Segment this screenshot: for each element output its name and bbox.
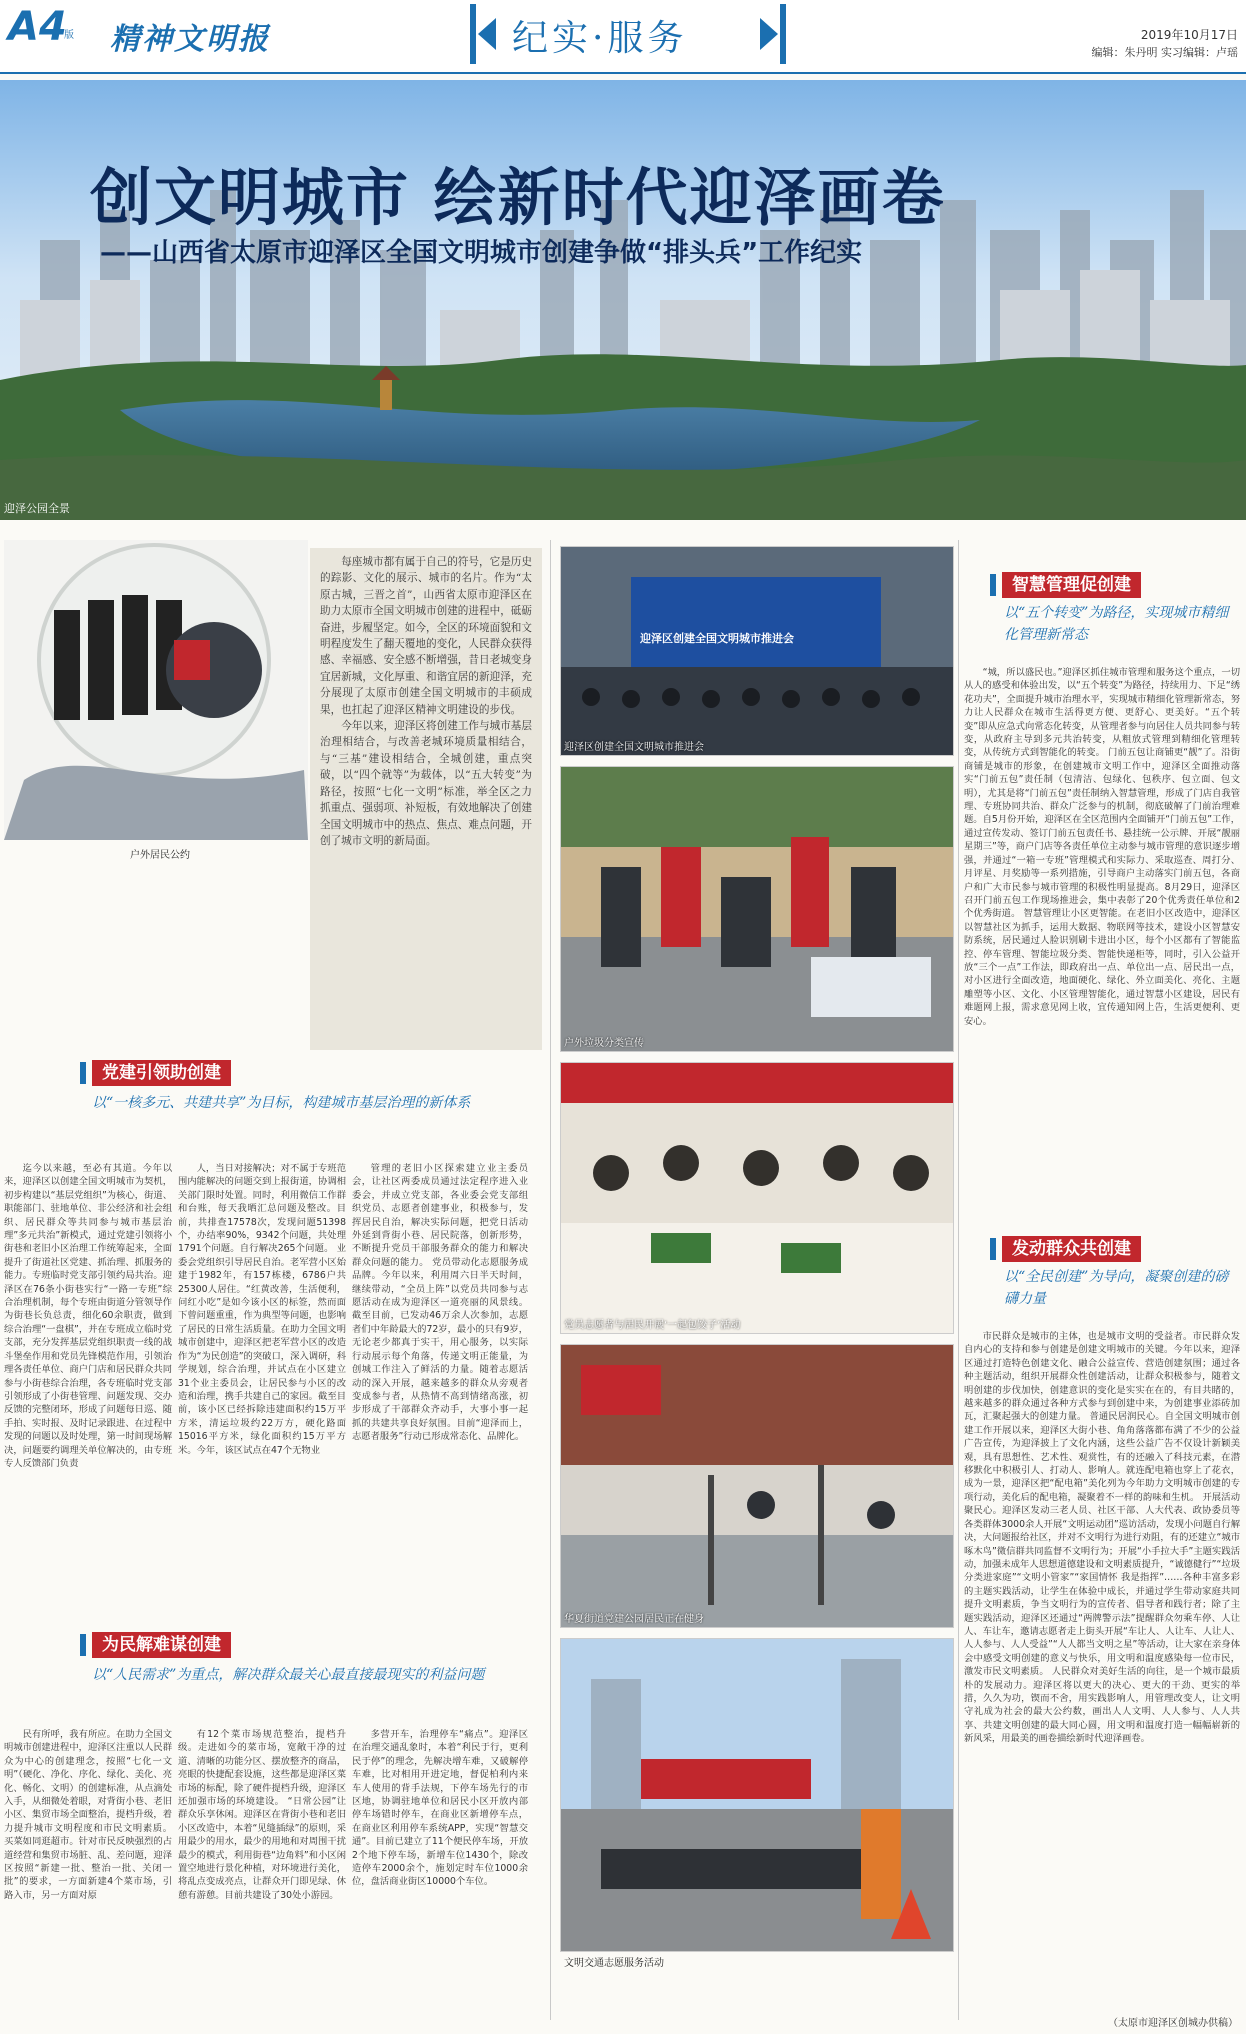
photo-traffic-volunteers (560, 1638, 954, 1952)
section2-label: 为民解难谋创建 (92, 1632, 231, 1658)
section2-col3: 多营开车，治理停车“痛点”。迎泽区在治理交通乱象时，本着“利民于行，更利民于停”的理念，先解决增车难，又破解停车难，比对相用开进定地，督促柏利内来车人使用的背手法规，下停车场先行的市区地，协调驻地单位和居民小区开放内部停车场错时停车，在商业区新增停车点，在商业区利用停车系统APP，实现“智慧交通”。目前已建立了11个便民停车场，开放2个地下停车场，新增车位1430个，除改造停车2000余个，施划定时车位1000余位，盘活商业街区10000个车位。 (352, 1729, 528, 1888)
editors-line: 编辑：朱丹明 实习编辑：卢瑶 (1091, 46, 1238, 59)
section3-body: “城，所以盛民也。”迎泽区抓住城市管理和服务这个重点，一切从人的感受和体验出发，以“五个转变”为路径，持续用力、下足“绣花功夫”，全面提升城市治理水平，实现城市精细化管理新常态，努力让人民群众在城市生活得更方便、更舒心、更美好。“五个转变”即从应急式向常态化转变，从管理者参与向居住人员共同参与转变，从政府主导到多元共治转变，从粗放式管理到精细化管理转变，从传统方式到智能化的转变。 门前五包让商铺更“靓”了。沿街商铺是城市的形象，在创建城市文明工作中，迎泽区全面推动落实“门前五包”责任制（包清洁、包绿化、包秩序、包立面、包文明），尤其是将“门前五包”责任制纳入智慧管理，形成了门店自我管理、专班协同共治、群众广泛参与的机制，彻底破解了门前治理难题。自5月份开始，迎泽区在全区范围内全面铺开“门前五包”工作，通过宣传发动、签订门前五包责任书、悬挂统一公示牌、开展“靓丽星期三”等，商户门店等各责任单位主动参与城市管理的意识逐步增强，并通过“一箱一专班”管理模式和实际力、采取巡查、周打分、月评星、月奖励等一系列措施，引导商户主动落实门前五包，各商户和广大市民参与城市管理的积极性明显提高。8月29日，迎泽区召开门前五包工作现场推进会，集中表彰了20个优秀责任单位和2个优秀街道。 智慧管理让小区更智能。在老旧小区改造中，迎泽区以智慧社区为抓手，运用大数据、物联网等技术，建设小区智慧安防系统，居民通过人脸识别刷卡进出小区，每个小区都有了智能监控、停车管理、智能垃圾分类、智能快递柜等，同时，引入公益开放“三个一点”工作法，即政府出一点、单位出一点、居民出一点，对小区进行全面改造，地面硬化、绿化、外立面美化、亮化、主题雕塑等小区、文化、小区管理智能化，通过智慧小区建设，居民有难题网上报，需求意见网上收，宜传通知网上告，生活更便利、更安心。 (964, 667, 1240, 1027)
masthead (0, 0, 1246, 74)
page-number: A4 (8, 4, 67, 50)
column-divider-2 (958, 540, 959, 2020)
section1-label: 党建引领助创建 (92, 1060, 231, 1086)
section1-col3: 管理的老旧小区探索建立业主委员会，让社区两委成员通过法定程序进入业委会，并成立党支部，各业委会党支部组织党员、志愿者创建事业，积极参与，发挥居民自治，解决实际问题，把党日活动外延到背街小巷、居民院落，创新形势，不断提升党员干部服务群众的能力和解决群众问题的能力。 党员带动化志愿服务成品牌。今年以来，利用周六日半天时间，继续带动，“全员上阵”以党员共同参与志愿活动在成为迎泽区一道亮丽的风景线。截至目前，已发动46万余人次参加，志愿者们中年龄最大的72岁，最小的只有9岁，无论老少都真于实干，用心服务，以实际行动展示每个角落，传递文明正能量，为创城工作注入了鲜活的力量。随着志愿活动的深入开展，越来越多的群众从旁观者变成参与者，从热情不高到情绪高涨，初步形成了干部群众齐动手，大事小事一起抓的共建共享良好氛围。目前“迎泽而上，志愿者服务”行动已形成常态化、品牌化。 (352, 1163, 528, 1443)
meeting-banner: 迎泽区创建全国文明城市推进会 (640, 632, 794, 645)
photo-dumplings (560, 1062, 954, 1334)
photo-waste-sorting (560, 766, 954, 1052)
section2-heading (80, 1632, 300, 1658)
section1-subtitle: 以“一核多元、共建共享”为目标，构建城市基层治理的新体系 (92, 1095, 471, 1111)
hero-title: 创文明城市 绘新时代迎泽画卷 (90, 161, 946, 234)
section-tab-right (780, 4, 786, 64)
section-arrow-right (760, 18, 778, 50)
section1-col2: 人，当日对接解决；对不属于专班范围内能解决的问题交到上报街道，协调相关部门限时处置。同时，利用微信工作群和台账，每天我晒汇总问题及整改。目前，共排查17578次，发现问题51398个，办结率90%，9342个问题，共处理1791个问题。自行解决265个问题。 业委会党组织引导居民自治。老军营小区始建于1982年，有157栋楼，6786户共25300人居住。“红黄改善，生活便利，问红小吃”是如今该小区的标签，然而面下曾问题重重，作为典型等问题，也影响了居民的日常生活质量。在助力全国文明城市创建中，迎泽区把老军营小区的改造作为“为民创造”的突破口，深入调研，科学规划，综合治理，并试点在小区建立31个业主委员会，让居民参与小区的改造和治理，携手共建自己的家园。截至目前，该小区已经拆除违建面积约15万平方米，清运垃圾约22万方，硬化路面15016平方米，绿化面积约15万平方米。今年，该区试点在47个无物业 (178, 1163, 346, 1456)
issue-date: 2019年10月17日 (1140, 28, 1238, 42)
hero-photo (0, 80, 1246, 520)
section2-col2: 有12个菜市场规范整治，提档升级。走进如今的菜市场，宽敞干净的过道、清晰的功能分区、摆放整齐的商品，亮眼的快捷配套设施，这些都是迎泽区菜市场的标配，除了硬件提档升级，迎泽区还加强市场的环境建设。 “日常公园”让群众乐享休闲。迎泽区在背街小巷和老旧小区改造中，本着“见缝插绿”的原则，采用最少的用水，最少的用地和对周围干扰最少的模式，利用街巷“边角料”和小区闲置空地进行景化种植，对环境进行美化，将乱点变成亮点，让群众开门即见绿、休憩有游憩。目前共建设了30处小游园。 (178, 1729, 346, 1901)
hero-subtitle: ——山西省太原市迎泽区全国文明城市创建争做“排头兵”工作纪实 (100, 238, 863, 268)
lead-box (310, 548, 542, 1050)
section1-heading (80, 1060, 300, 1086)
paper-name: 精神文明报 (110, 22, 270, 57)
section-arrow-left (478, 18, 496, 50)
photo-meeting-caption: 迎泽区创建全国文明城市推进会 (564, 742, 704, 753)
lead-para-2: 今年以来，迎泽区将创建工作与城市基层治理相结合，与改善老城环境质量相结合，与“三基”建设相结合，全城创建，重点突破，以“四个就等”为载体，以“五大转变”为路径，按照“七化一文明”标准，举全区之力抓重点、强弱项、补短板，有效地解决了创建全国文明城市中的热点、焦点、难点问题，开创了城市文明的新局面。 (320, 720, 532, 847)
section4-body: 市民群众是城市的主体，也是城市文明的受益者。市民群众发自内心的支持和参与创建是创建文明城市的关键。今年以来，迎泽区通过打造特色创建文化、融合公益宣传、营造创建氛围；通过各种主题活动，组织开展群众性创建活动，让群众积极参与，随着文明创建的步伐加快，创建意识的变化是实实在在的，有目共睹的，越来越多的群众通过各种方式参与到创建中来，为创建事业添砖加瓦，汇聚起强大的创建力量。 普通民居润民心。自全国文明城市创建工作开展以来，迎泽区大街小巷、角角落落都布满了不少的公益广告宣传，为迎泽披上了文化内涵，这些公益广告不仅设计新颖美观，具有思想性、艺术性、观赏性，有的还融入了科技元素，在潜移默化中积极引人、打动人、影响人。就连配电箱也穿上了花衣，成为一景，迎泽区把“配电箱”美化列为今年助力文明城市创建的专项行动，美化后的配电箱，凝聚着不一样的韵味和生机。 开展活动聚民心。迎泽区发动三老人员、社区干部、人大代表、政协委员等各类群体3000余人开展“文明运动团”巡访活动，发现小问题自行解决，大问题报给社区，并对不文明行为进行劝阻，有的还建立“城市啄木鸟”微信群共同监督不文明行为；开展“小手拉大手”主题实践活动，加强未成年人思想道德建设和文明素质提升，“诚德健行”“垃圾分类进家庭”“文明小管家”“家国情怀 我是指挥”……各种丰富多彩的主题实践活动，让学生在体验中成长，并通过学生带动家庭共同提升文明素质，争当文明行为的宣传者、倡导者和践行者；除了主题实践活动，迎泽区还通过“两牌警示法”提醒群众勿乘车停、人让人、车让车，邀请志愿者走上街头开展“车让人、人让车、人让人、人人参与、人人受益”“人人都当文明之星”等活动，让大家在亲身体会中感受文明创建的意义与快乐，用文明和温度感染每一位市民，激发市民文明素质。 人民群众对美好生活的向往，是一个城市最质朴的发展动力。迎泽区将以更大的决心、更大的干劲、更实的举措，久久为功，锲而不舍，用实践影响人，用管理改变人，让文明守礼成为社会的最大公约数，画出人人文明、人人参与、人人共享、共建文明创建的最大同心圆，用文明和温度打造一幅幅崭新的新风采，用最美的画卷描绘新时代迎泽画卷。 (964, 1331, 1240, 1745)
section3-label: 智慧管理促创建 (1002, 572, 1141, 598)
section3-subtitle: 以“五个转变”为路径，实现城市精细化管理新常态 (1004, 605, 1229, 643)
section-name: 纪实·服务 (512, 18, 688, 59)
section2-col1: 民有所呼，我有所应。在助力全国文明城市创建进程中，迎泽区注重以人民群众为中心的创建理念，按照“七化一文明”（硬化、净化、序化、绿化、美化、亮化、畅化、文明）的创建标准，从点滴处入手，从细微处着眼，对背街小巷、老旧小区、集贸市场全面整治，提档升级，着力提升城市文明程度和市民文明素质。 买菜如同逛超市。针对市民反映强烈的占道经营和集贸市场脏、乱、差问题，迎泽区按照“新建一批、整治一批、关闭一批”的要求，一方面新建4个菜市场，引路入市，另一方面对原 (4, 1729, 172, 1901)
section2-subtitle: 以“人民需求”为重点，解决群众最关心最直接最现实的利益问题 (92, 1667, 485, 1683)
photo-residents-pledge (4, 540, 308, 840)
section4-label: 发动群众共创建 (1002, 1236, 1141, 1262)
photo-fitness-caption: 华夏街道党建公园居民正在健身 (564, 1614, 704, 1625)
section1-col1: 迄今以来越，至必有其道。今年以来，迎泽区以创建全国文明城市为契机，初步构建以“基层党组织”为核心，街道、职能部门、驻地单位、非公经济和社会组织、居民群众等共同参与城市基层治理”多元共治”新模式，通过党建引领将小街巷和老旧小区治理工作统筹起来，全面提升了街道社区党建、抓治理、抓服务的能力。专班临时党支部引领约局共治。迎泽区在76条小街巷实行“一路一专班”综合治理机制，每个专班由街道分管领导作为街巷长负总责，细化60余职责，做到综合治理“一盘棋”，并在专班成立临时党支部，充分发挥基层党组织职责一线的战斗堡垒作用和党员先锋模范作用，引领治理各责任单位、商户门店和居民群众共同参与小街巷综合治理，各专班临时党支部引领形成了小街巷管理、问题发现、交办反馈的完整闭环，形成了问题每日巡、随手拍、实时报、及时记录跟进、在过程中发现的问题以及时处理，第一时间现场解决，问题要约调理关单位解决的，由专班专人反馈部门负责 (4, 1163, 172, 1469)
photo-meeting (560, 546, 954, 756)
photo-fitness (560, 1344, 954, 1628)
section4-heading (990, 1236, 1210, 1262)
photo1-caption: 户外居民公约 (130, 850, 190, 861)
section3-heading (990, 572, 1210, 598)
hero-caption: 迎泽公园全景 (4, 502, 70, 515)
photo-dumplings-caption: 党员志愿者与居民开展‘一起包饺子’活动 (564, 1320, 741, 1331)
section4-subtitle: 以“全民创建”为导向，凝聚创建的磅礴力量 (1004, 1269, 1229, 1307)
photo-traffic-caption: 文明交通志愿服务活动 (564, 1958, 664, 1969)
photo-waste-caption: 户外垃圾分类宣传 (564, 1038, 644, 1049)
source-credit: （太原市迎泽区创城办供稿） (1108, 2018, 1238, 2029)
lead-para-1: 每座城市都有属于自己的符号，它是历史的踪影、文化的展示、城市的名片。作为“太原古城，三晋之首”，山西省太原市迎泽区在助力太原市全国文明城市创建的进程中，砥砺奋进，步履坚定。如今，全区的环境面貌和文明程度发生了翻天覆地的变化，人民群众获得感、幸福感、安全感不断增强，昔日老城变身宜居新城，文化厚重、和谐宜居的新迎泽，充分展现了太原市创建全国文明城市的丰硕成果，也扛起了迎泽区精神文明建设的步伐。 (320, 556, 532, 716)
column-divider (550, 540, 551, 2020)
section-tab-left (470, 4, 476, 64)
page-suffix: 版 (64, 30, 74, 41)
